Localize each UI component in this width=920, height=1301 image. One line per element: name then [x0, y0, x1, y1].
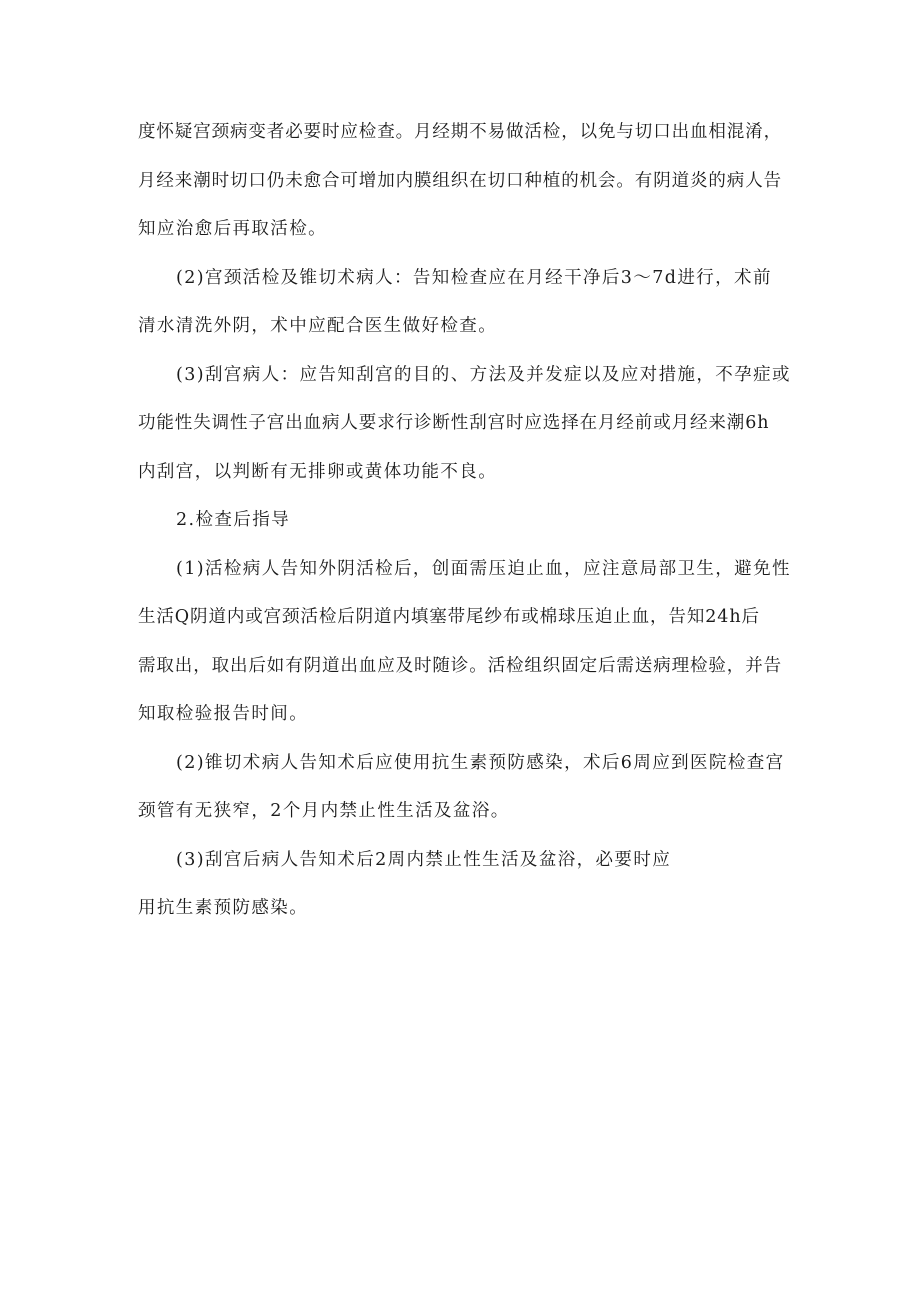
- text-line: 需取出，取出后如有阴道出血应及时随诊。活检组织固定后需送病理检验，并告: [138, 656, 782, 676]
- text-line: 颈管有无狭窄，2个月内禁止性生活及盆浴。: [138, 801, 510, 821]
- paragraph-start-line: (1)活检病人告知外阴活检后，创面需压迫止血，应注意局部卫生，避免性: [176, 559, 791, 579]
- paragraph-start-line: (3)刮宫后病人告知术后2周内禁止性生活及盆浴，必要时应: [176, 850, 672, 870]
- paragraph-start-line: (3)刮宫病人：应告知刮宫的目的、方法及并发症以及应对措施，不孕症或: [176, 365, 791, 385]
- text-line: 内刮宫，以判断有无排卵或黄体功能不良。: [138, 462, 498, 482]
- paragraph-start-line: (2)锥切术病人告知术后应使用抗生素预防感染，术后6周应到医院检查宫: [176, 753, 785, 773]
- text-line: 生活Q阴道内或宫颈活检后阴道内填塞带尾纱布或棉球压迫止血，告知24h后: [138, 607, 760, 627]
- text-line: 度怀疑宫颈病变者必要时应检查。月经期不易做活检，以免与切口出血相混淆，: [138, 122, 782, 142]
- text-line: 用抗生素预防感染。: [138, 898, 309, 918]
- paragraph-start-line: (2)宫颈活检及锥切术病人：告知检查应在月经干净后3〜7d进行，术前: [176, 268, 772, 288]
- text-line: 功能性失调性子宫出血病人要求行诊断性刮宫时应选择在月经前或月经来潮6h: [138, 413, 770, 433]
- text-line: 清水清洗外阴，术中应配合医生做好检查。: [138, 316, 498, 336]
- text-line: 知应治愈后再取活检。: [138, 219, 327, 239]
- text-line: 月经来潮时切口仍未愈合可增加内膜组织在切口种植的机会。有阴道炎的病人告: [138, 171, 782, 191]
- text-line: 知取检验报告时间。: [138, 704, 309, 724]
- section-heading: 2.检查后指导: [176, 510, 290, 530]
